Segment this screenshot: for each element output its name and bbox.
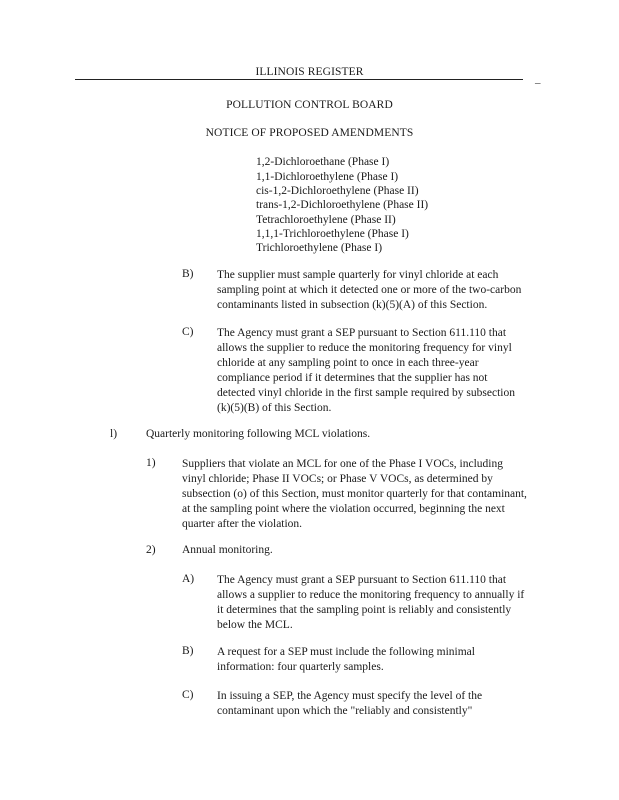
contaminant-item: Trichloroethylene (Phase I): [256, 242, 383, 254]
header-mark: _: [535, 73, 541, 85]
item-2-label: 2): [146, 544, 156, 556]
header-rule: [75, 79, 523, 80]
item-2b-label: B): [182, 645, 194, 657]
item-c-label: C): [182, 326, 194, 338]
item-c-text: The Agency must grant a SEP pursuant to Section 611.110 that allows the supplier to reduce the monitoring frequency for vinyl chloride at any sampling point to once in each three-year compliance period if it determines that the supplier has not detected vinyl chloride in the first sample required by subsection (k)(5)(B) of this Section.: [217, 327, 515, 414]
item-1-label: 1): [146, 457, 156, 469]
item-2a-label: A): [182, 573, 195, 585]
contaminant-item: 1,1-Dichloroethylene (Phase I): [256, 171, 399, 183]
subsection-l-label: l): [110, 428, 118, 440]
item-1-text: Suppliers that violate an MCL for one of the Phase I VOCs, including vinyl chloride; Phase II VOCs; or Phase V VOCs, as determined by subsection (o) of this Section, must monitor quarterly for that contaminant, at the sampling point where the violation occurred, beginning the next quarter after the violation.: [182, 458, 527, 530]
item-2-heading: Annual monitoring.: [182, 544, 273, 556]
board-title: POLLUTION CONTROL BOARD: [226, 99, 393, 111]
register-title: ILLINOIS REGISTER: [255, 66, 364, 78]
contaminant-item: Tetrachloroethylene (Phase II): [256, 214, 396, 226]
item-2c-label: C): [182, 689, 194, 701]
notice-title: NOTICE OF PROPOSED AMENDMENTS: [205, 127, 414, 139]
item-b-label: B): [182, 268, 194, 280]
item-2a-text: The Agency must grant a SEP pursuant to Section 611.110 that allows a supplier to reduce the monitoring frequency to annually if it determines that the sampling point is reliably and consistently below the MCL.: [217, 574, 525, 631]
contaminant-item: 1,1,1-Trichloroethylene (Phase I): [256, 228, 409, 240]
contaminant-item: cis-1,2-Dichloroethylene (Phase II): [256, 185, 419, 197]
contaminant-item: trans-1,2-Dichloroethylene (Phase II): [256, 199, 429, 211]
subsection-l-heading: Quarterly monitoring following MCL violations.: [146, 428, 371, 440]
item-b-text: The supplier must sample quarterly for vinyl chloride at each sampling point at which it detected one or more of the two-carbon contaminants listed in subsection (k)(5)(A) of this Section.: [217, 269, 522, 311]
item-2c-text: In issuing a SEP, the Agency must specify the level of the contaminant upon which the "reliably and consistently": [217, 690, 483, 717]
contaminant-item: 1,2-Dichloroethane (Phase I): [256, 156, 390, 168]
item-2b-text: A request for a SEP must include the following minimal information: four quarterly samples.: [217, 646, 475, 673]
